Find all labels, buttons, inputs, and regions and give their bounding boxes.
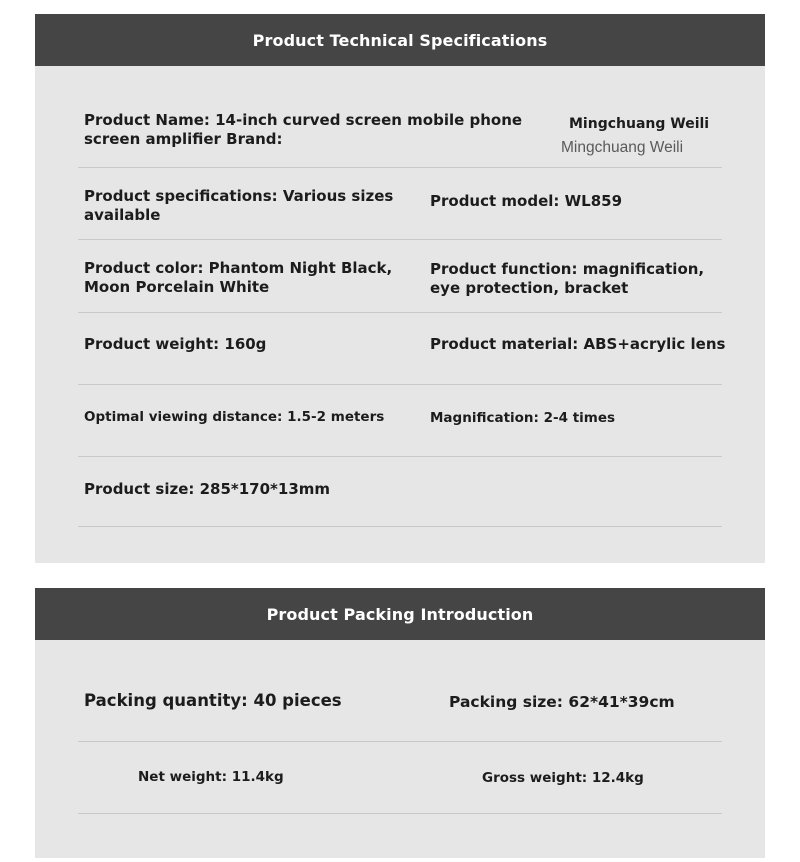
spec-row [78,168,722,240]
product-material-text: Product material: ABS+acrylic lens [430,335,726,353]
technical-specifications-section [35,14,765,563]
packing-size-text: Packing size: 62*41*39cm [449,693,675,711]
spec-row [78,240,722,313]
section-title: Product Packing Introduction [35,588,765,640]
product-weight-text: Product weight: 160g [84,335,267,353]
packing-introduction-section [35,588,765,858]
brand-name-text: Mingchuang Weili [569,116,710,132]
packing-quantity-text: Packing quantity: 40 pieces [84,691,342,710]
magnification-text: Magnification: 2-4 times [430,410,616,426]
product-function-text: Product function: magnification, eye protection, bracket [430,260,705,297]
net-weight-text: Net weight: 11.4kg [138,769,284,785]
spec-row [78,313,726,385]
spec-row [78,457,722,527]
packing-row [78,742,722,814]
packing-row [78,640,722,742]
spec-row [78,385,722,457]
section-title: Product Technical Specifications [35,14,765,66]
gross-weight-text: Gross weight: 12.4kg [482,770,644,786]
product-model-text: Product model: WL859 [430,192,623,210]
spec-row [78,66,722,168]
brand-name-subtitle: Mingchuang Weili [561,139,684,156]
product-color-text: Product color: Phantom Night Black, Moon Porcelain White [84,259,393,296]
viewing-distance-text: Optimal viewing distance: 1.5-2 meters [84,409,385,425]
product-size-text: Product size: 285*170*13mm [84,480,331,498]
product-specifications-text: Product specifications: Various sizes available [84,187,394,224]
product-name-text: Product Name: 14-inch curved screen mobile phone screen amplifier Brand: [84,111,523,148]
